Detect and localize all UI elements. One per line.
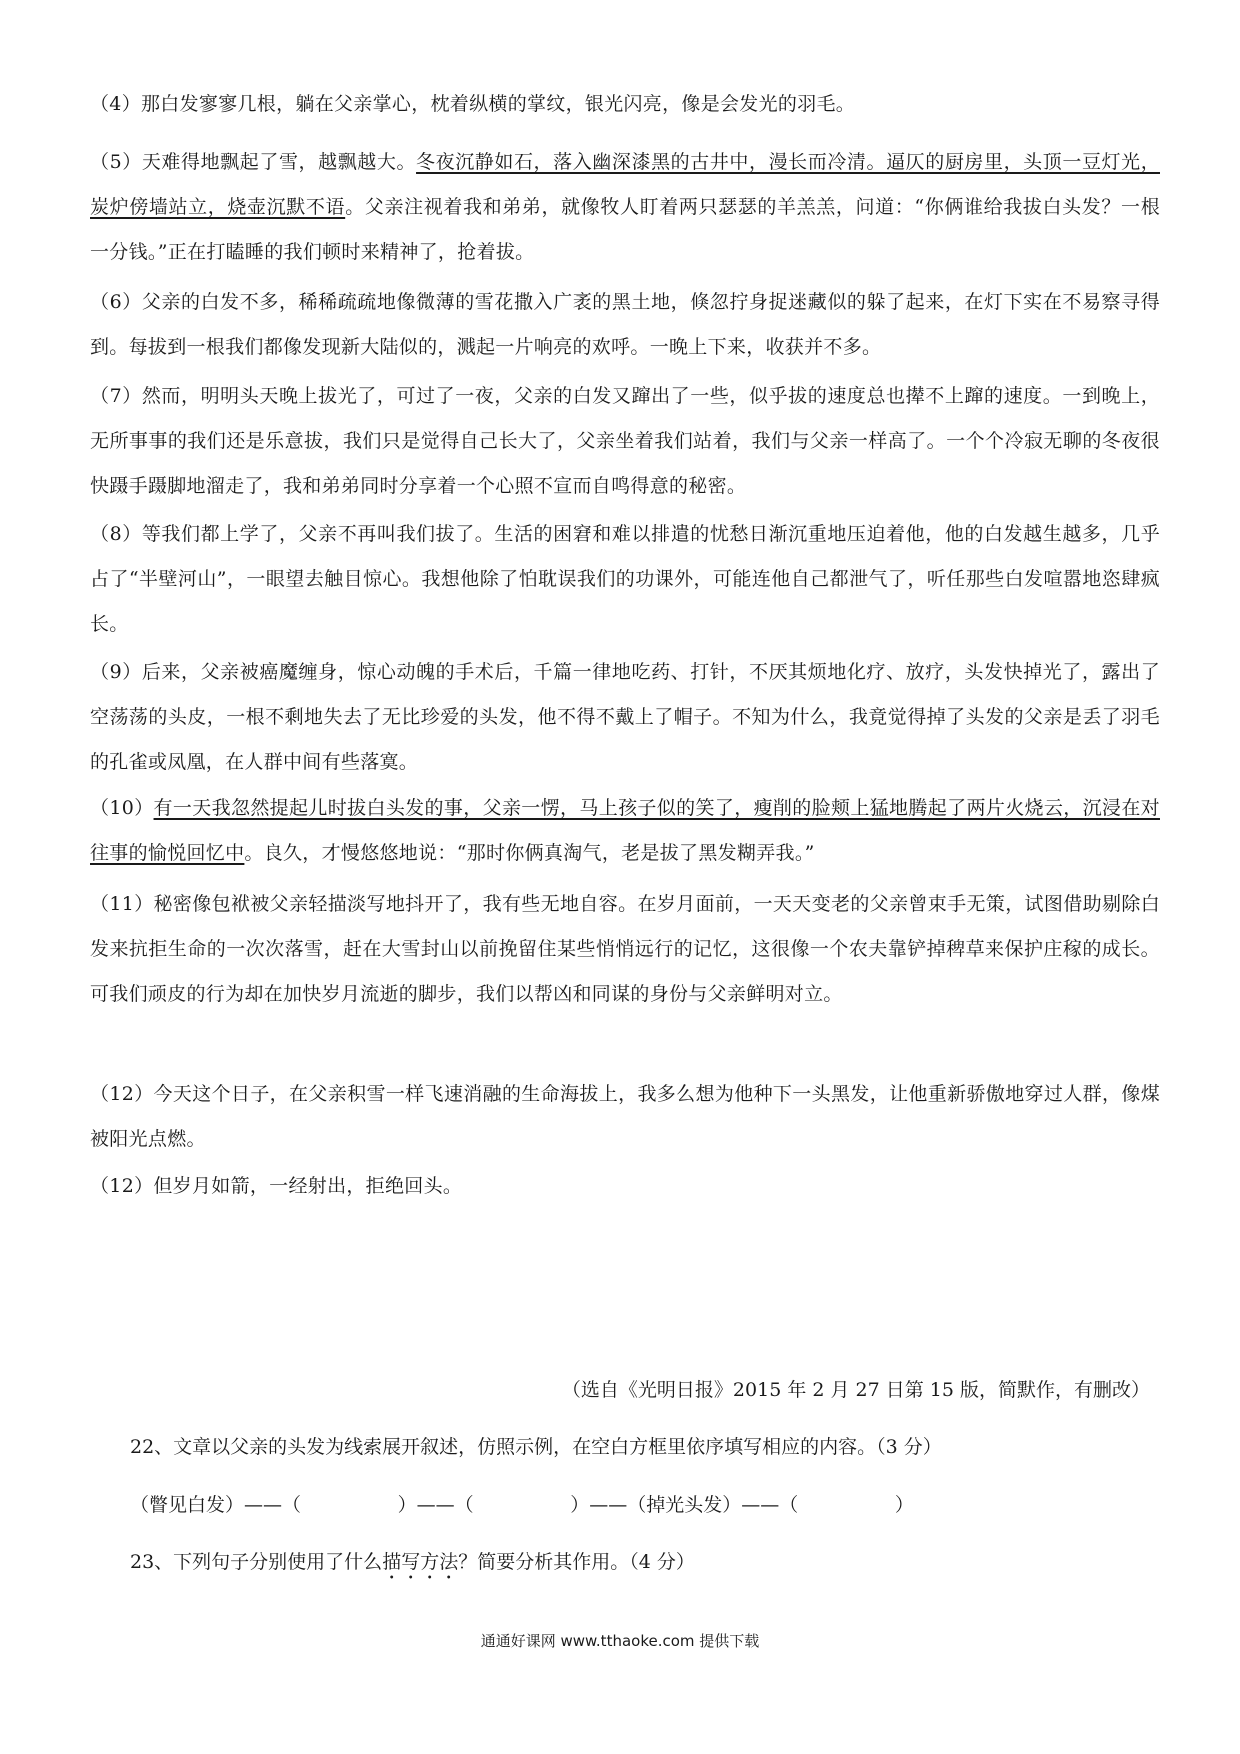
source-citation: （选自《光明日报》2015 年 2 月 27 日第 15 版，简默作，有删改） [561, 1379, 1150, 1401]
paragraph-11 [90, 882, 1160, 1017]
paragraph-8 [90, 512, 1160, 647]
paragraph-5-underlined-sentence: 冬夜沉静如石，落入幽深漆黑的古井中，漫长而冷清。逼仄的厨房里，头顶一豆灯光，炭炉傍墙站立，烧壶沉默不语 [90, 151, 1160, 218]
paragraph-10-tail: 。良久，才慢悠悠地说：“那时你俩真淘气，老是拔了黑发糊弄我。” [244, 842, 815, 864]
paragraph-5-tail: 。父亲注视着我和弟弟，就像牧人盯着两只瑟瑟的羊羔羔，问道：“你俩谁给我拔白头发？一根一分钱。”正在打瞌睡的我们顿时来精神了，抢着拔。 [90, 196, 1160, 263]
paragraph-4 [90, 82, 1160, 127]
paragraph-5 [90, 140, 1160, 275]
paragraph-4-text: （4）那白发寥寥几根，躺在父亲掌心，枕着纵横的掌纹，银光闪亮，像是会发光的羽毛。 [90, 93, 856, 115]
question-22: 22、文章以父亲的头发为线索展开叙述，仿照示例，在空白方框里依序填写相应的内容。（3 分） [130, 1436, 942, 1458]
question-23 [130, 1540, 695, 1585]
paragraph-10-lead: （10） [90, 797, 154, 819]
paragraph-10 [90, 786, 1160, 876]
paragraph-12-text: （12）今天这个日子，在父亲积雪一样飞速消融的生命海拔上，我多么想为他种下一头黑发，让他重新骄傲地穿过人群，像煤被阳光点燃。 [90, 1083, 1160, 1150]
paragraph-10-underlined-sentence: 有一天我忽然提起儿时拔白头发的事，父亲一愣，马上孩子似的笑了，瘦削的脸颊上猛地腾起了两片火烧云，沉浸在对往事的愉悦回忆中 [90, 797, 1160, 864]
paragraph-12b [90, 1164, 1160, 1209]
paragraph-9-text: （9）后来，父亲被癌魔缠身，惊心动魄的手术后，千篇一律地吃药、打针，不厌其烦地化疗、放疗，头发快掉光了，露出了空荡荡的头皮，一根不剩地失去了无比珍爱的头发，他不得不戴上了帽子。不知为什么，我竟觉得掉了头发的父亲是丢了羽毛的孔雀或凤凰，在人群中间有些落寞。 [90, 661, 1160, 773]
page-footer: 通通好课网 www.tthaoke.com 提供下载 [480, 1632, 760, 1650]
question-22-fill-blanks: （瞥见白发）——（ ）——（ ）——（掉光头发）——（ ） [130, 1494, 914, 1516]
paragraph-11-text: （11）秘密像包袱被父亲轻描淡写地抖开了，我有些无地自容。在岁月面前，一天天变老的父亲曾束手无策，试图借助剔除白发来抗拒生命的一次次落雪，赶在大雪封山以前挽留住某些悄悄远行的记忆，这很像一个农夫靠铲掉稗草来保护庄稼的成长。可我们顽皮的行为却在加快岁月流逝的脚步，我们以帮凶和同谋的身份与父亲鲜明对立。 [90, 893, 1160, 1005]
paragraph-12 [90, 1072, 1160, 1162]
paragraph-7-text: （7）然而，明明头天晚上拔光了，可过了一夜，父亲的白发又蹿出了一些，似乎拔的速度总也撵不上蹿的速度。一到晚上，无所事事的我们还是乐意拔，我们只是觉得自己长大了，父亲坐着我们站着，我们与父亲一样高了。一个个冷寂无聊的冬夜很快蹑手蹑脚地溜走了，我和弟弟同时分享着一个心照不宣而自鸣得意的秘密。 [90, 385, 1160, 497]
question-23-tail: ？简要分析其作用。（4 分） [458, 1551, 695, 1573]
question-23-lead: 23、下列句子分别使用了什么 [130, 1551, 383, 1573]
paragraph-6-text: （6）父亲的白发不多，稀稀疏疏地像微薄的雪花撒入广袤的黑土地，倏忽拧身捉迷藏似的躲了起来，在灯下实在不易察寻得到。每拔到一根我们都像发现新大陆似的，溅起一片响亮的欢呼。一晚上下来，收获并不多。 [90, 291, 1160, 358]
paragraph-9 [90, 650, 1160, 785]
paragraph-6 [90, 280, 1160, 370]
paragraph-12b-text: （12）但岁月如箭，一经射出，拒绝回头。 [90, 1175, 463, 1197]
question-23-emphasis: 描写方法 [382, 1551, 459, 1573]
paragraph-8-text: （8）等我们都上学了，父亲不再叫我们拔了。生活的困窘和难以排遣的忧愁日渐沉重地压迫着他，他的白发越生越多，几乎占了“半壁河山”，一眼望去触目惊心。我想他除了怕耽误我们的功课外，可能连他自己都泄气了，听任那些白发喧嚣地恣肆疯长。 [90, 523, 1160, 635]
paragraph-5-lead: （5）天难得地飘起了雪，越飘越大。 [90, 151, 417, 173]
paragraph-7 [90, 374, 1160, 509]
